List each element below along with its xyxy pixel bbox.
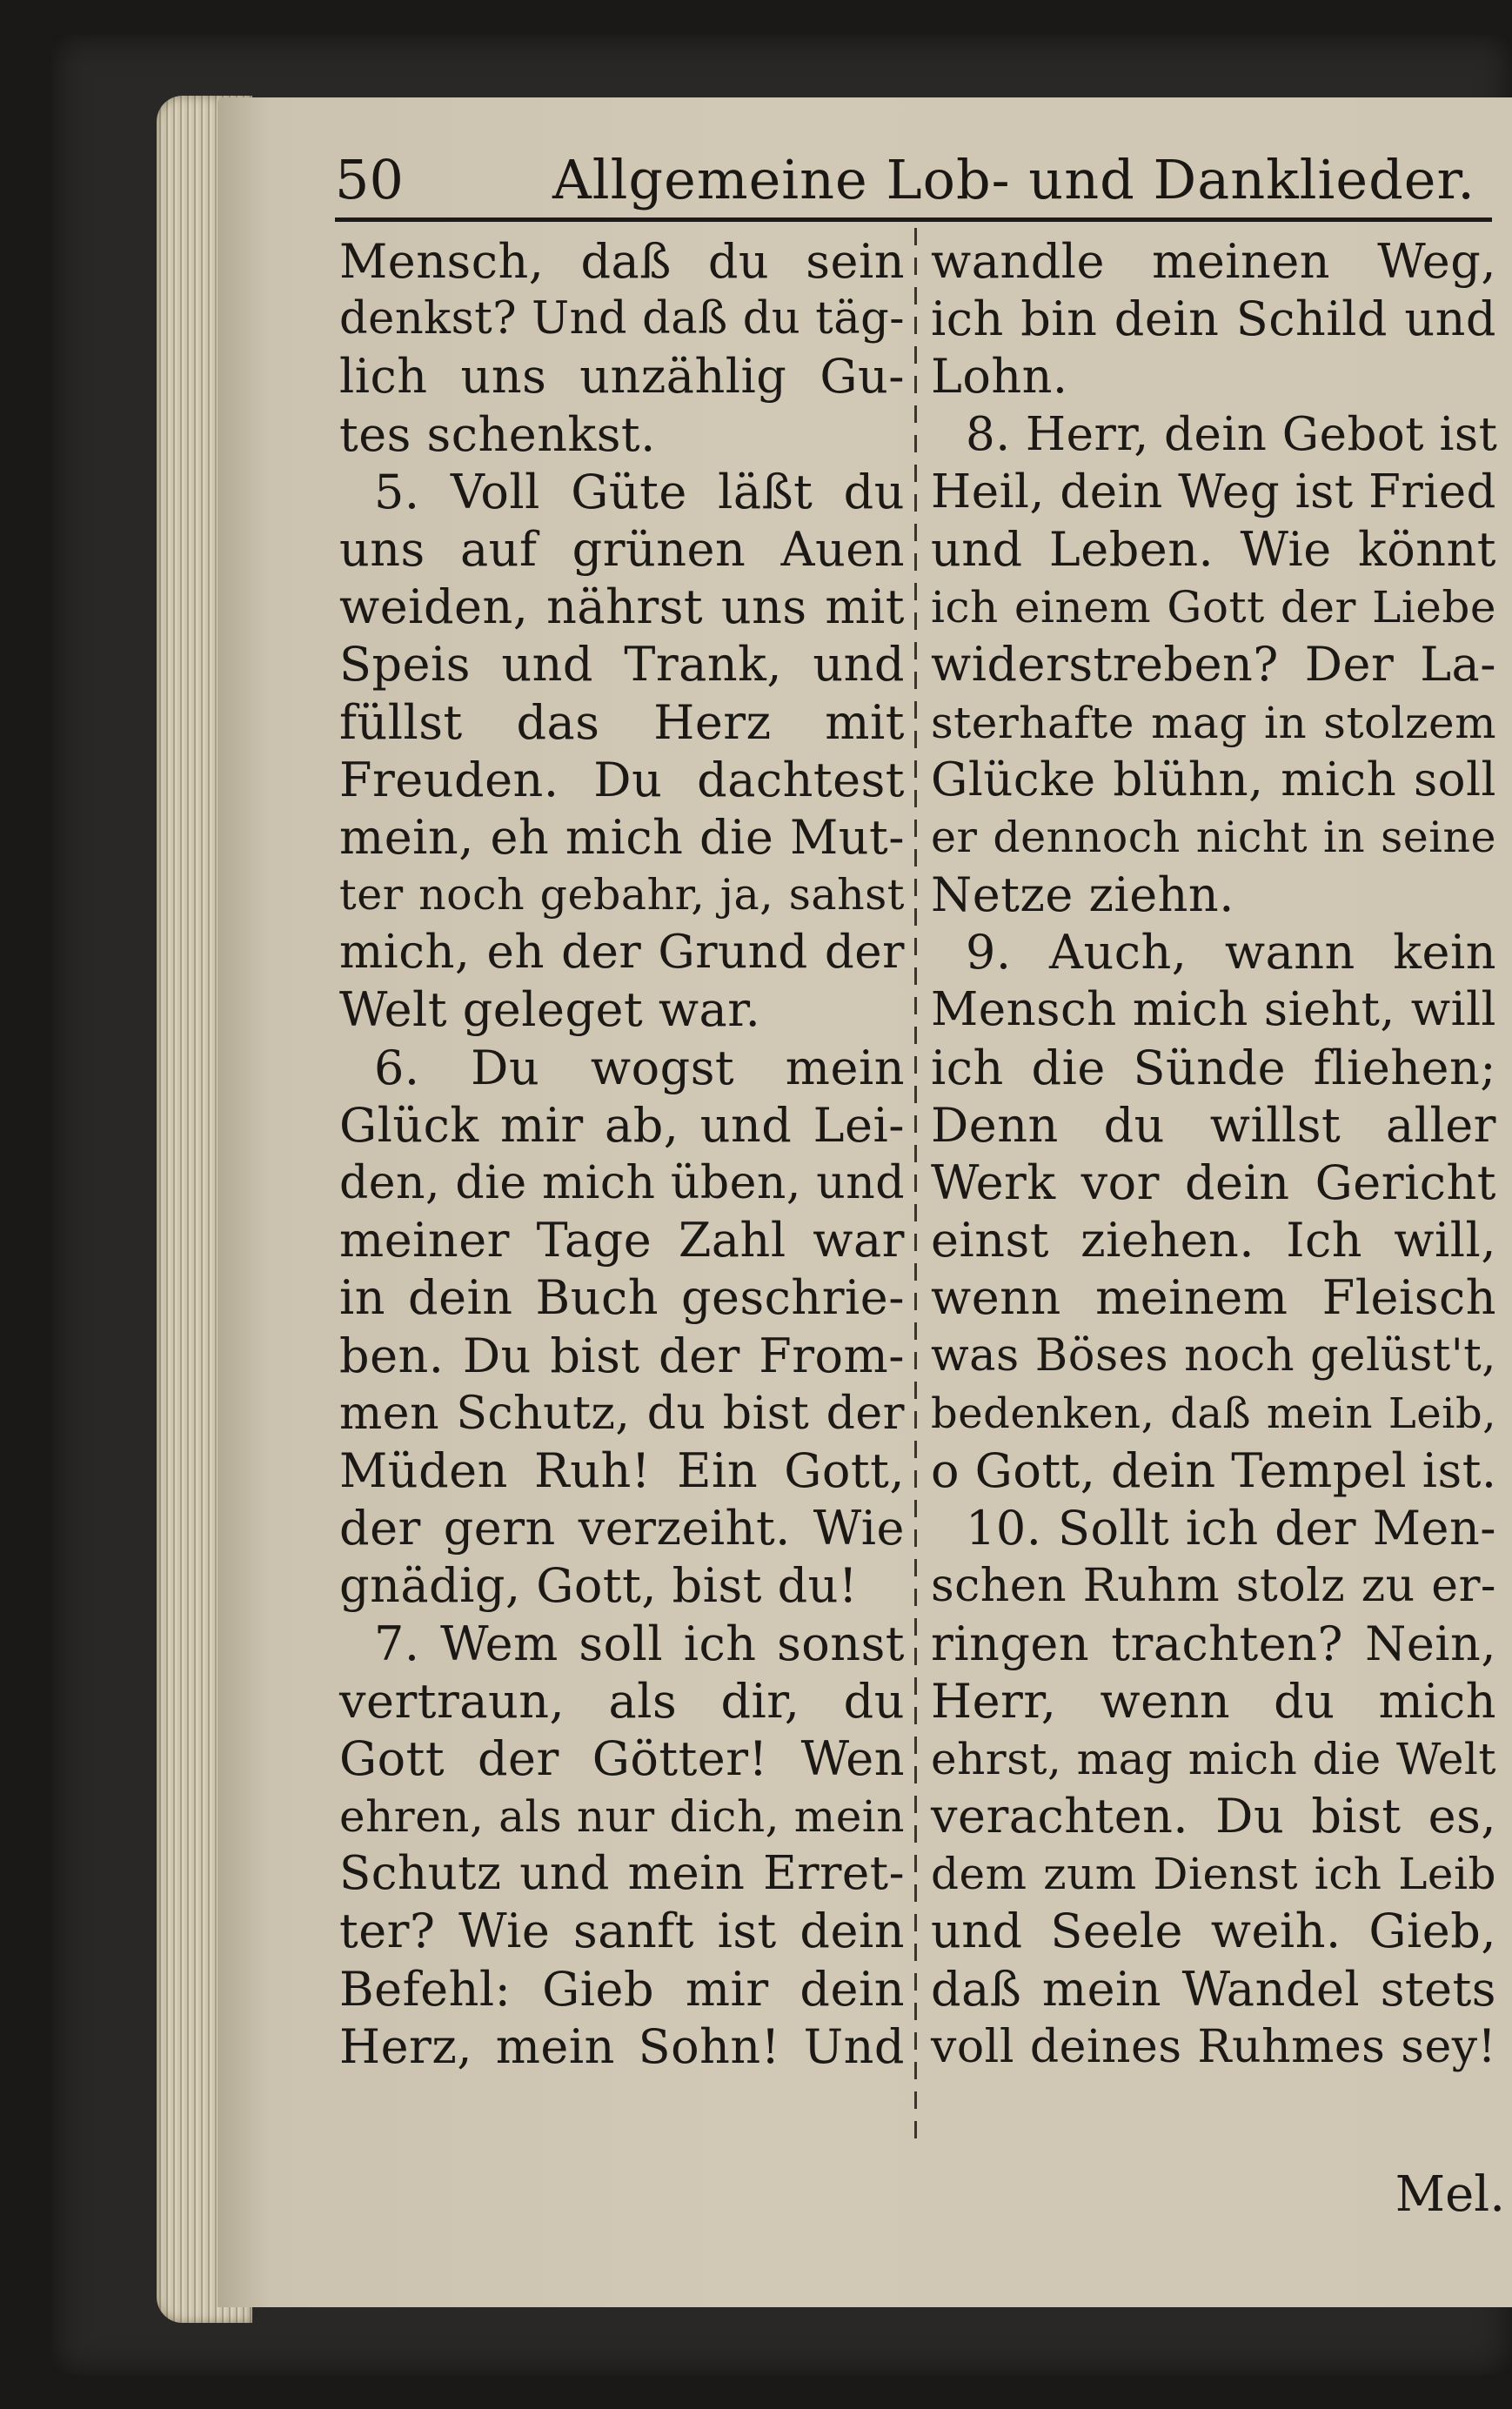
text-line: Denn du willst aller <box>931 1097 1496 1153</box>
text-line: vertraun, als dir, du <box>339 1673 905 1729</box>
text-line: Freuden. Du dachtest <box>339 752 905 807</box>
right-column <box>931 233 1496 2076</box>
text-line: tes schenkst. <box>339 406 656 462</box>
text-line: meiner Tage Zahl war <box>339 1213 905 1268</box>
text-line: verachten. Du bist es, <box>931 1789 1496 1844</box>
text-line: denkst? Und daß du täg- <box>339 293 905 345</box>
text-line: 5. Voll Güte läßt du <box>374 464 905 519</box>
text-line: Glück mir ab, und Lei- <box>339 1097 905 1153</box>
text-line: ich die Sünde fliehen; <box>931 1040 1496 1095</box>
text-line: schen Ruhm stolz zu er- <box>931 1560 1496 1613</box>
text-line: ter noch gebahr, ja, sahst <box>339 870 905 920</box>
text-line: Befehl: Gieb mir dein <box>339 1961 905 2017</box>
text-line: voll deines Ruhmes sey! <box>931 2020 1496 2073</box>
text-line: widerstreben? Der La- <box>931 637 1496 693</box>
text-line: Gott der Götter! Wen <box>339 1730 905 1786</box>
text-line: ehrst, mag mich die Welt <box>931 1733 1496 1784</box>
text-line: Mensch mich sieht, will <box>931 983 1496 1037</box>
text-line: in dein Buch geschrie- <box>339 1270 905 1326</box>
header-rule <box>335 217 1492 222</box>
text-line: einst ziehen. Ich will, <box>931 1213 1496 1268</box>
text-line: Mensch, daß du sein <box>339 234 905 289</box>
page-header <box>335 148 1492 226</box>
text-line: den, die mich üben, und <box>339 1157 905 1209</box>
text-line: und Seele weih. Gieb, <box>931 1904 1496 1959</box>
text-line: Lohn. <box>931 349 1068 405</box>
text-line: ehren, als nur dich, mein <box>339 1791 905 1843</box>
text-line: und Leben. Wie könnt <box>931 521 1496 577</box>
text-line: was Böses noch gelüst't, <box>931 1329 1496 1382</box>
text-line: Schutz und mein Erret- <box>339 1847 905 1901</box>
text-line: 9. Auch, wann kein <box>966 925 1496 980</box>
left-column <box>339 233 905 2076</box>
text-line: bedenken, daß mein Leib, <box>931 1389 1496 1438</box>
text-line: Speis und Trank, und <box>339 637 905 693</box>
text-line: der gern verzeiht. Wie <box>339 1501 905 1556</box>
page-number: 50 <box>335 148 404 211</box>
text-line: Werk vor dein Gericht <box>931 1155 1496 1210</box>
text-line: daß mein Wandel stets <box>931 1961 1496 2017</box>
catchword: Mel. <box>1395 2166 1505 2223</box>
text-line: men Schutz, du bist der <box>339 1387 905 1440</box>
text-line: 7. Wem soll ich sonst <box>374 1616 905 1671</box>
text-line: ich bin dein Schild und <box>931 291 1496 347</box>
running-head: Allgemeine Lob- und Danklieder. <box>552 148 1475 211</box>
text-line: füllst das Herz mit <box>339 694 905 750</box>
text-line: Netze ziehn. <box>931 867 1234 923</box>
text-line: Herz, mein Sohn! Und <box>339 2018 905 2074</box>
text-line: 6. Du wogst mein <box>374 1040 905 1095</box>
text-line: er dennoch nicht in seine <box>931 812 1496 862</box>
text-line: wenn meinem Fleisch <box>931 1270 1496 1326</box>
text-line: sterhafte mag in stolzem <box>931 697 1496 748</box>
text-line: o Gott, dein Tempel ist. <box>931 1442 1497 1498</box>
text-line: Welt geleget war. <box>339 982 761 1038</box>
text-line: mein, eh mich die Mut- <box>339 809 905 865</box>
text-line: dem zum Dienst ich Leib <box>931 1849 1496 1900</box>
text-line: wandle meinen Weg, <box>931 234 1496 289</box>
text-line: uns auf grünen Auen <box>339 521 905 577</box>
text-line: Müden Ruh! Ein Gott, <box>339 1442 905 1498</box>
text-line: 10. Sollt ich der Men- <box>966 1501 1496 1556</box>
text-line: weiden, nährst uns mit <box>339 579 905 635</box>
text-line: ringen trachten? Nein, <box>931 1616 1496 1671</box>
text-line: 8. Herr, dein Gebot ist <box>966 407 1498 461</box>
text-line: mich, eh der Grund der <box>339 926 905 980</box>
text-line: lich uns unzählig Gu- <box>339 349 905 405</box>
text-line: Heil, dein Weg ist Fried <box>931 465 1496 519</box>
text-line: Glücke blühn, mich soll <box>931 753 1496 806</box>
text-line: ben. Du bist der From- <box>339 1328 905 1383</box>
column-divider <box>914 228 917 2142</box>
text-line: ich einem Gott der Liebe <box>931 582 1496 633</box>
text-line: ter? Wie sanft ist dein <box>339 1904 905 1959</box>
text-line: gnädig, Gott, bist du! <box>339 1558 859 1614</box>
text-line: Herr, wenn du mich <box>931 1673 1496 1729</box>
